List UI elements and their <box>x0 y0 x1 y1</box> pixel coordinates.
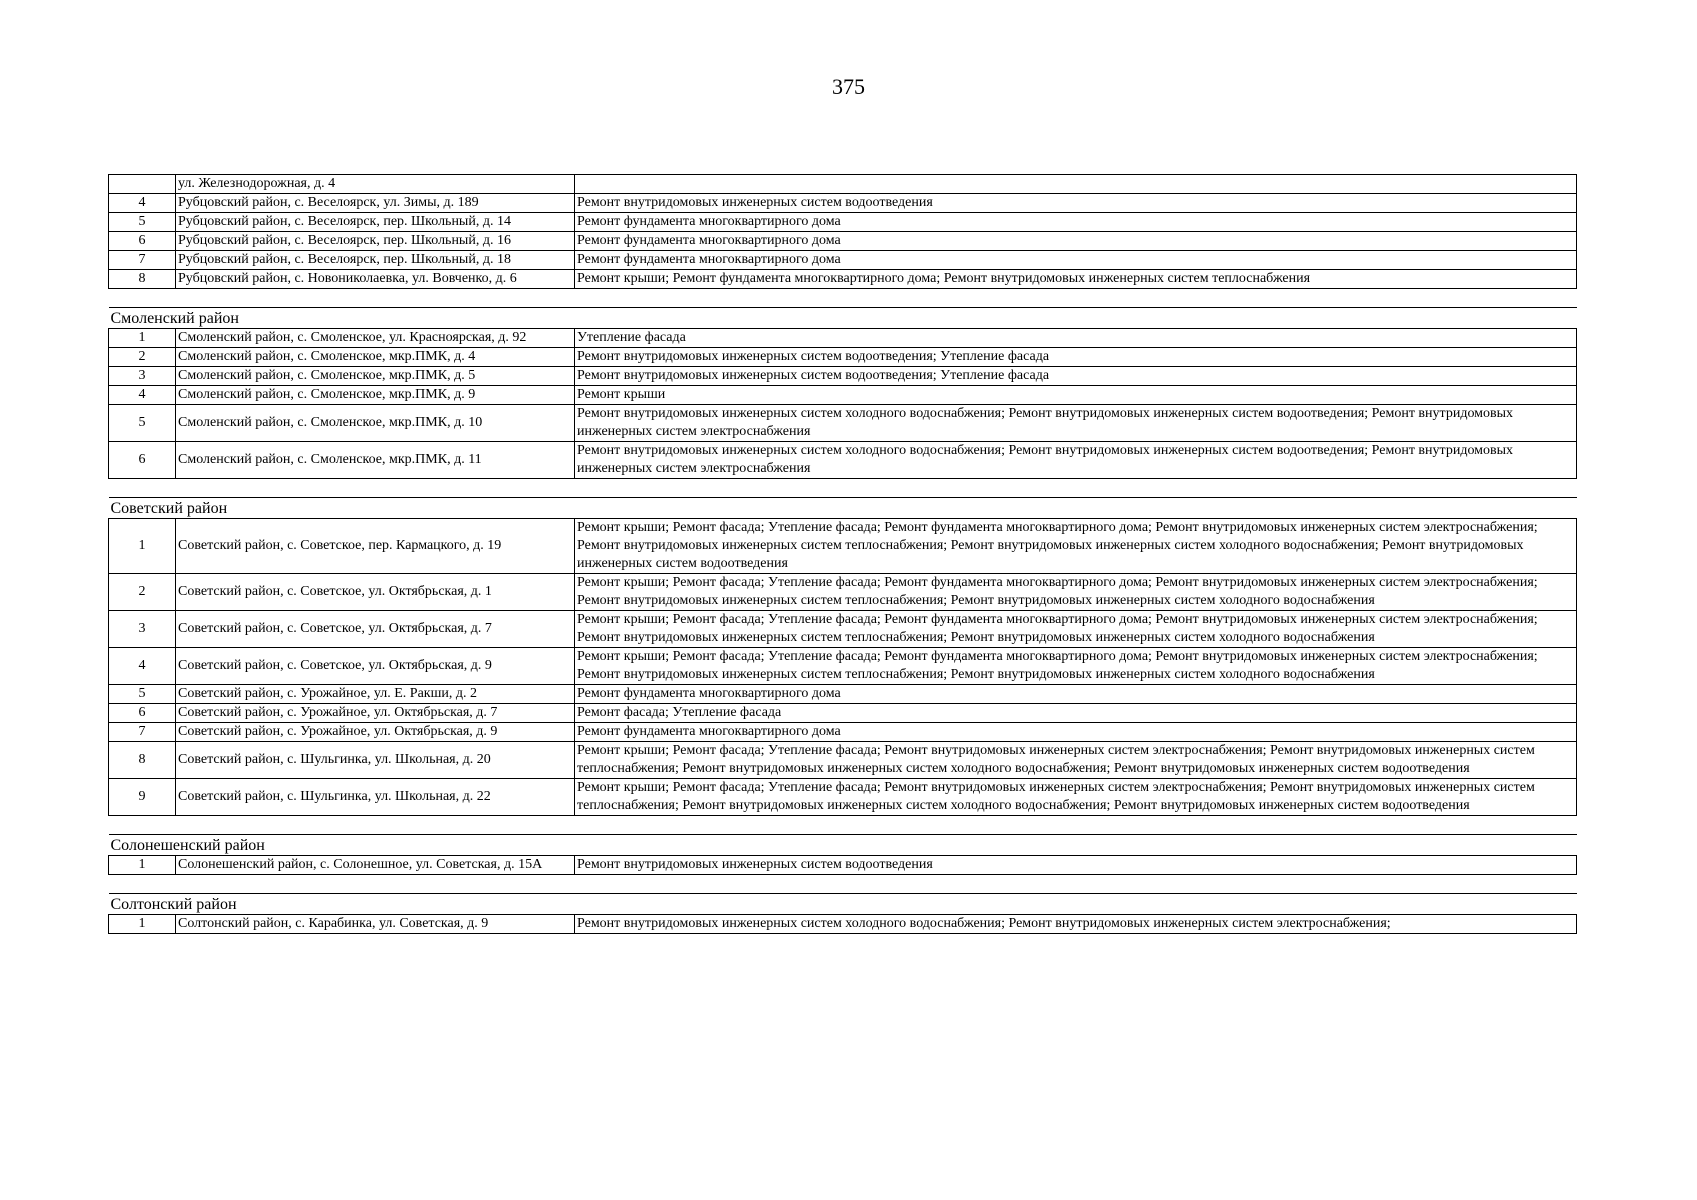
row-number: 8 <box>109 270 176 289</box>
row-works: Ремонт внутридомовых инженерных систем холодного водоснабжения; Ремонт внутридомовых инженерных систем электроснабжения; <box>575 915 1577 934</box>
row-address: Советский район, с. Советское, ул. Октябрьская, д. 1 <box>176 574 575 611</box>
row-works: Ремонт крыши; Ремонт фасада; Утепление фасада; Ремонт внутридомовых инженерных систем электроснабжения; Ремонт внутридомовых инженерных систем теплоснабжения; Ремонт внутридомовых инженерных систем холодного водоснабжения; Ремонт внутридомовых инженерных систем водоотведения <box>575 742 1577 779</box>
district-title: Солонешенский район <box>109 835 1577 856</box>
table-row <box>109 704 1577 723</box>
table-row <box>109 232 1577 251</box>
row-address: Советский район, с. Советское, ул. Октябрьская, д. 9 <box>176 648 575 685</box>
section-header <box>109 835 1577 856</box>
row-works: Ремонт фасада; Утепление фасада <box>575 704 1577 723</box>
section-spacer <box>109 479 1577 498</box>
row-number: 9 <box>109 779 176 816</box>
row-number <box>109 175 176 194</box>
row-works: Ремонт фундамента многоквартирного дома <box>575 232 1577 251</box>
table-row <box>109 519 1577 574</box>
row-number: 5 <box>109 405 176 442</box>
row-works: Ремонт фундамента многоквартирного дома <box>575 251 1577 270</box>
spacer-cell <box>109 816 1577 835</box>
row-works: Ремонт крыши <box>575 386 1577 405</box>
table-row <box>109 779 1577 816</box>
row-works: Ремонт внутридомовых инженерных систем водоотведения <box>575 856 1577 875</box>
table-row <box>109 251 1577 270</box>
row-works: Ремонт крыши; Ремонт фасада; Утепление фасада; Ремонт фундамента многоквартирного дома; Ремонт внутридомовых инженерных систем электроснабжения; Ремонт внутридомовых инженерных систем теплоснабжения; Ремонт внутридомовых инженерных систем холодного водоснабжения <box>575 648 1577 685</box>
table-row <box>109 175 1577 194</box>
table-body <box>109 175 1577 934</box>
table-row <box>109 648 1577 685</box>
row-number: 4 <box>109 386 176 405</box>
row-number: 1 <box>109 915 176 934</box>
row-works: Ремонт внутридомовых инженерных систем холодного водоснабжения; Ремонт внутридомовых инженерных систем водоотведения; Ремонт внутридомовых инженерных систем электроснабжения <box>575 405 1577 442</box>
page-number: 375 <box>832 74 865 99</box>
row-works: Ремонт крыши; Ремонт фасада; Утепление фасада; Ремонт фундамента многоквартирного дома; Ремонт внутридомовых инженерных систем электроснабжения; Ремонт внутридомовых инженерных систем теплоснабжения; Ремонт внутридомовых инженерных систем холодного водоснабжения <box>575 611 1577 648</box>
section-header <box>109 498 1577 519</box>
table-row <box>109 348 1577 367</box>
row-works <box>575 175 1577 194</box>
row-number: 7 <box>109 723 176 742</box>
row-number: 2 <box>109 348 176 367</box>
row-address: Советский район, с. Шульгинка, ул. Школьная, д. 20 <box>176 742 575 779</box>
row-works: Ремонт фундамента многоквартирного дома <box>575 685 1577 704</box>
section-spacer <box>109 816 1577 835</box>
row-address: Рубцовский район, с. Новониколаевка, ул. Вовченко, д. 6 <box>176 270 575 289</box>
district-title: Смоленский район <box>109 308 1577 329</box>
spacer-cell <box>109 289 1577 308</box>
row-works: Ремонт фундамента многоквартирного дома <box>575 213 1577 232</box>
spacer-cell <box>109 875 1577 894</box>
table-row <box>109 611 1577 648</box>
row-number: 3 <box>109 611 176 648</box>
table-row <box>109 270 1577 289</box>
row-address: Советский район, с. Урожайное, ул. Е. Ракши, д. 2 <box>176 685 575 704</box>
table-row <box>109 213 1577 232</box>
table-row <box>109 856 1577 875</box>
spacer-cell <box>109 479 1577 498</box>
row-number: 6 <box>109 442 176 479</box>
row-address: Рубцовский район, с. Веселоярск, пер. Школьный, д. 18 <box>176 251 575 270</box>
row-address: Рубцовский район, с. Веселоярск, пер. Школьный, д. 16 <box>176 232 575 251</box>
table-row <box>109 367 1577 386</box>
table-row <box>109 329 1577 348</box>
table-row <box>109 442 1577 479</box>
row-address: Смоленский район, с. Смоленское, мкр.ПМК, д. 5 <box>176 367 575 386</box>
row-number: 1 <box>109 329 176 348</box>
row-number: 1 <box>109 856 176 875</box>
row-address: Смоленский район, с. Смоленское, мкр.ПМК, д. 4 <box>176 348 575 367</box>
row-works: Ремонт крыши; Ремонт фундамента многоквартирного дома; Ремонт внутридомовых инженерных систем теплоснабжения <box>575 270 1577 289</box>
row-address: Солонешенский район, с. Солонешное, ул. Советская, д. 15А <box>176 856 575 875</box>
table-row <box>109 194 1577 213</box>
table-row <box>109 742 1577 779</box>
row-address: Советский район, с. Советское, пер. Кармацкого, д. 19 <box>176 519 575 574</box>
district-title: Советский район <box>109 498 1577 519</box>
row-number: 6 <box>109 704 176 723</box>
row-address: Советский район, с. Урожайное, ул. Октябрьская, д. 7 <box>176 704 575 723</box>
row-address: Рубцовский район, с. Веселоярск, ул. Зимы, д. 189 <box>176 194 575 213</box>
row-number: 8 <box>109 742 176 779</box>
section-spacer <box>109 289 1577 308</box>
row-address: Смоленский район, с. Смоленское, мкр.ПМК, д. 11 <box>176 442 575 479</box>
row-address: Советский район, с. Шульгинка, ул. Школьная, д. 22 <box>176 779 575 816</box>
table-row <box>109 405 1577 442</box>
row-works: Ремонт внутридомовых инженерных систем водоотведения; Утепление фасада <box>575 348 1577 367</box>
row-number: 1 <box>109 519 176 574</box>
row-works: Ремонт внутридомовых инженерных систем холодного водоснабжения; Ремонт внутридомовых инженерных систем водоотведения; Ремонт внутридомовых инженерных систем электроснабжения <box>575 442 1577 479</box>
row-works: Ремонт крыши; Ремонт фасада; Утепление фасада; Ремонт фундамента многоквартирного дома; Ремонт внутридомовых инженерных систем электроснабжения; Ремонт внутридомовых инженерных систем теплоснабжения; Ремонт внутридомовых инженерных систем холодного водоснабжения; Ремонт внутридомовых инженерных систем водоотведения <box>575 519 1577 574</box>
table-row <box>109 386 1577 405</box>
row-address: Смоленский район, с. Смоленское, мкр.ПМК, д. 10 <box>176 405 575 442</box>
section-header <box>109 308 1577 329</box>
row-number: 4 <box>109 194 176 213</box>
row-works: Ремонт фундамента многоквартирного дома <box>575 723 1577 742</box>
row-number: 5 <box>109 685 176 704</box>
table-row <box>109 685 1577 704</box>
row-number: 7 <box>109 251 176 270</box>
row-number: 6 <box>109 232 176 251</box>
row-works: Ремонт крыши; Ремонт фасада; Утепление фасада; Ремонт фундамента многоквартирного дома; Ремонт внутридомовых инженерных систем электроснабжения; Ремонт внутридомовых инженерных систем теплоснабжения; Ремонт внутридомовых инженерных систем холодного водоснабжения <box>575 574 1577 611</box>
row-number: 5 <box>109 213 176 232</box>
row-works: Утепление фасада <box>575 329 1577 348</box>
row-address: Смоленский район, с. Смоленское, ул. Красноярская, д. 92 <box>176 329 575 348</box>
row-address: Советский район, с. Советское, ул. Октябрьская, д. 7 <box>176 611 575 648</box>
repair-works-table <box>108 174 1577 934</box>
table-row <box>109 915 1577 934</box>
row-number: 3 <box>109 367 176 386</box>
section-spacer <box>109 875 1577 894</box>
row-works: Ремонт внутридомовых инженерных систем водоотведения; Утепление фасада <box>575 367 1577 386</box>
row-number: 4 <box>109 648 176 685</box>
row-works: Ремонт крыши; Ремонт фасада; Утепление фасада; Ремонт внутридомовых инженерных систем электроснабжения; Ремонт внутридомовых инженерных систем теплоснабжения; Ремонт внутридомовых инженерных систем холодного водоснабжения; Ремонт внутридомовых инженерных систем водоотведения <box>575 779 1577 816</box>
row-address: Смоленский район, с. Смоленское, мкр.ПМК, д. 9 <box>176 386 575 405</box>
row-works: Ремонт внутридомовых инженерных систем водоотведения <box>575 194 1577 213</box>
row-address: Советский район, с. Урожайное, ул. Октябрьская, д. 9 <box>176 723 575 742</box>
row-address: ул. Железнодорожная, д. 4 <box>176 175 575 194</box>
section-header <box>109 894 1577 915</box>
row-address: Рубцовский район, с. Веселоярск, пер. Школьный, д. 14 <box>176 213 575 232</box>
table-row <box>109 723 1577 742</box>
row-number: 2 <box>109 574 176 611</box>
row-address: Солтонский район, с. Карабинка, ул. Советская, д. 9 <box>176 915 575 934</box>
district-title: Солтонский район <box>109 894 1577 915</box>
table-row <box>109 574 1577 611</box>
